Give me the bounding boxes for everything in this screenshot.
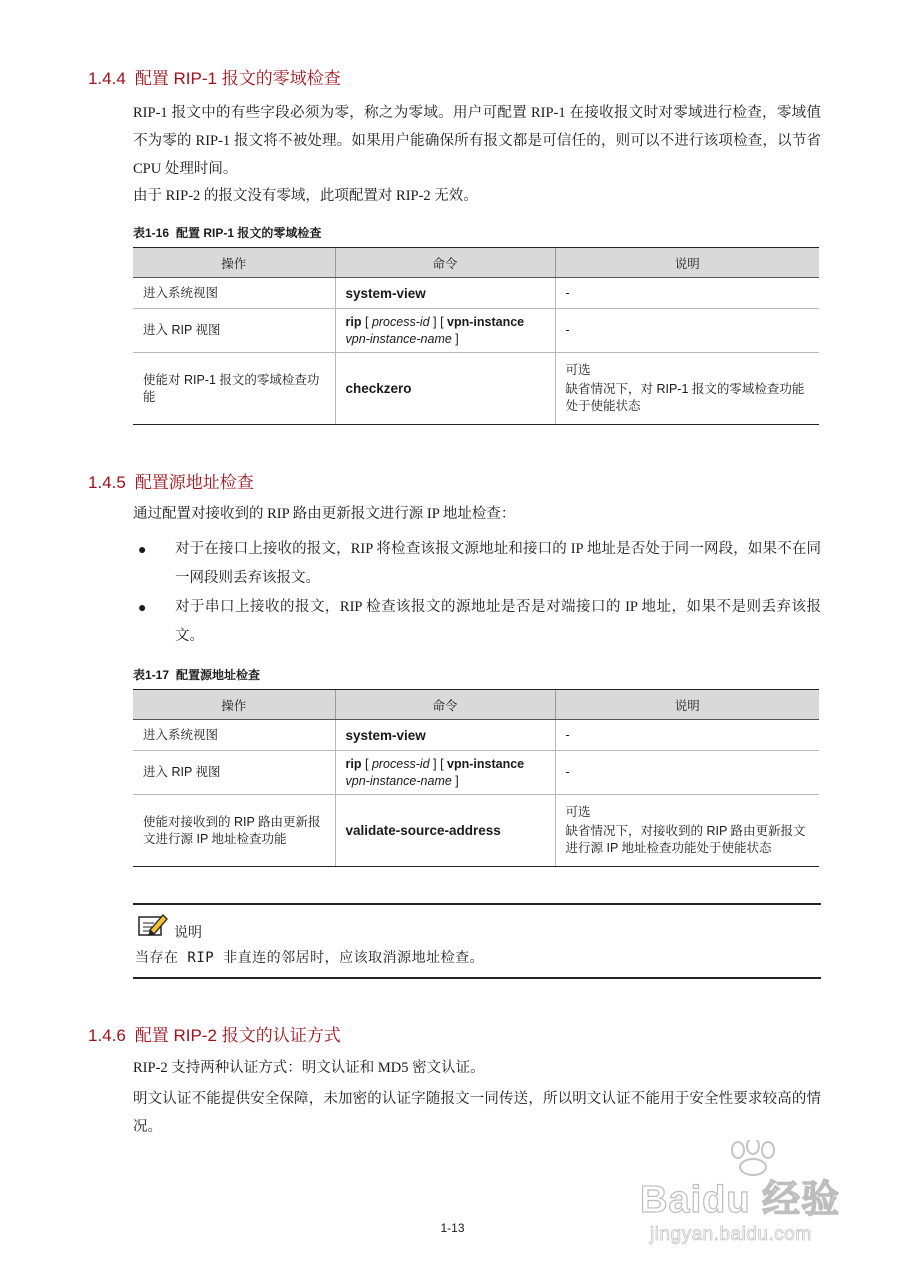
command-cell: rip [ process-id ] [ vpn-instance vpn-instance-name ] [335, 751, 555, 795]
command-cell: system-view [335, 278, 555, 309]
table-1-16 [133, 247, 819, 425]
note-top-rule [133, 903, 821, 905]
note-text: 当存在 RIP 非直连的邻居时，应该取消源地址检查。 [135, 950, 485, 966]
command-cell: system-view [335, 720, 555, 751]
table-row [133, 309, 819, 353]
section-heading-1-4-5 [88, 468, 254, 493]
column-header: 操作 [133, 690, 335, 720]
paragraph: 由于 RIP-2 的报文没有零域，此项配置对 RIP-2 无效。 [133, 188, 478, 204]
description-cell [555, 353, 819, 425]
note-pencil-icon [136, 911, 170, 939]
paragraph: RIP-2 支持两种认证方式：明文认证和 MD5 密文认证。 [133, 1060, 485, 1076]
column-header: 说明 [555, 690, 819, 720]
paragraph: 通过配置对接收到的 RIP 路由更新报文进行源 IP 地址检查： [133, 506, 516, 522]
section-heading-1-4-4 [88, 64, 341, 89]
table-header-row [133, 690, 819, 720]
command-cell: checkzero [335, 353, 555, 425]
column-header: 说明 [555, 248, 819, 278]
bullet-icon: ● [138, 601, 147, 616]
operation-cell: 进入系统视图 [133, 278, 335, 309]
table-row [133, 278, 819, 309]
column-header: 命令 [335, 690, 555, 720]
table-caption [133, 224, 321, 241]
table-row [133, 751, 819, 795]
description-cell: - [555, 720, 819, 751]
operation-cell: 进入系统视图 [133, 720, 335, 751]
watermark-brand: Baidu 经验 [640, 1179, 841, 1221]
operation-cell: 使能对接收到的 RIP 路由更新报文进行源 IP 地址检查功能 [133, 795, 335, 867]
table-caption-number: 表1-17 [133, 668, 170, 682]
description-cell: - [555, 309, 819, 353]
table-caption [133, 666, 260, 683]
section-title: 配置 RIP-2 报文的认证方式 [134, 1026, 341, 1045]
table-1-17 [133, 689, 819, 867]
description-cell: - [555, 278, 819, 309]
section-number: 1.4.5 [88, 473, 126, 492]
operation-cell: 进入 RIP 视图 [133, 751, 335, 795]
paragraph: RIP-1 报文中的有些字段必须为零，称之为零域。用户可配置 RIP-1 在接收报文时对零域进行检查，零域值不为零的 RIP-1 报文将不被处理。如果用户能确保所有报文都是可信任的，则可以不进行该项检查，以节省 CPU 处理时间。 [133, 105, 821, 177]
note-title: 说明 [174, 924, 202, 940]
watermark-url: jingyan.baidu.com [650, 1224, 812, 1245]
section-number: 1.4.6 [88, 1026, 126, 1045]
column-header: 命令 [335, 248, 555, 278]
bullet-icon: ● [138, 543, 147, 558]
command-cell: rip [ process-id ] [ vpn-instance vpn-instance-name ] [335, 309, 555, 353]
table-caption-text: 配置源地址检查 [176, 668, 261, 682]
table-row [133, 353, 819, 425]
description-line: 缺省情况下，对接收到的 RIP 路由更新报文进行源 IP 地址检查功能处于使能状态 [565, 824, 806, 855]
description-line: 可选 [565, 805, 591, 819]
paragraph: 明文认证不能提供安全保障，未加密的认证字随报文一同传送，所以明文认证不能用于安全性要求较高的情况。 [133, 1091, 821, 1135]
section-title: 配置 RIP-1 报文的零域检查 [134, 69, 341, 88]
table-row [133, 795, 819, 867]
description-line: 可选 [565, 363, 591, 377]
table-caption-text: 配置 RIP-1 报文的零域检查 [176, 226, 322, 240]
operation-cell: 进入 RIP 视图 [133, 309, 335, 353]
operation-cell: 使能对 RIP-1 报文的零域检查功能 [133, 353, 335, 425]
section-heading-1-4-6 [88, 1021, 341, 1046]
section-number: 1.4.4 [88, 69, 126, 88]
column-header: 操作 [133, 248, 335, 278]
table-row [133, 720, 819, 751]
baidu-watermark [640, 1138, 870, 1263]
bullet-item: 对于串口上接收的报文，RIP 检查该报文的源地址是否是对端接口的 IP 地址，如果不是则丢弃该报文。 [175, 599, 821, 644]
page-number: 1-13 [440, 1221, 465, 1235]
table-caption-number: 表1-16 [133, 226, 170, 240]
table-header-row [133, 248, 819, 278]
bullet-item: 对于在接口上接收的报文，RIP 将检查该报文源地址和接口的 IP 地址是否处于同一网段，如果不在同一网段则丢弃该报文。 [175, 541, 821, 586]
description-cell [555, 795, 819, 867]
description-line: 缺省情况下，对 RIP-1 报文的零域检查功能处于使能状态 [565, 382, 805, 413]
description-cell: - [555, 751, 819, 795]
note-bottom-rule [133, 977, 821, 979]
command-cell: validate-source-address [335, 795, 555, 867]
section-title: 配置源地址检查 [134, 473, 254, 492]
